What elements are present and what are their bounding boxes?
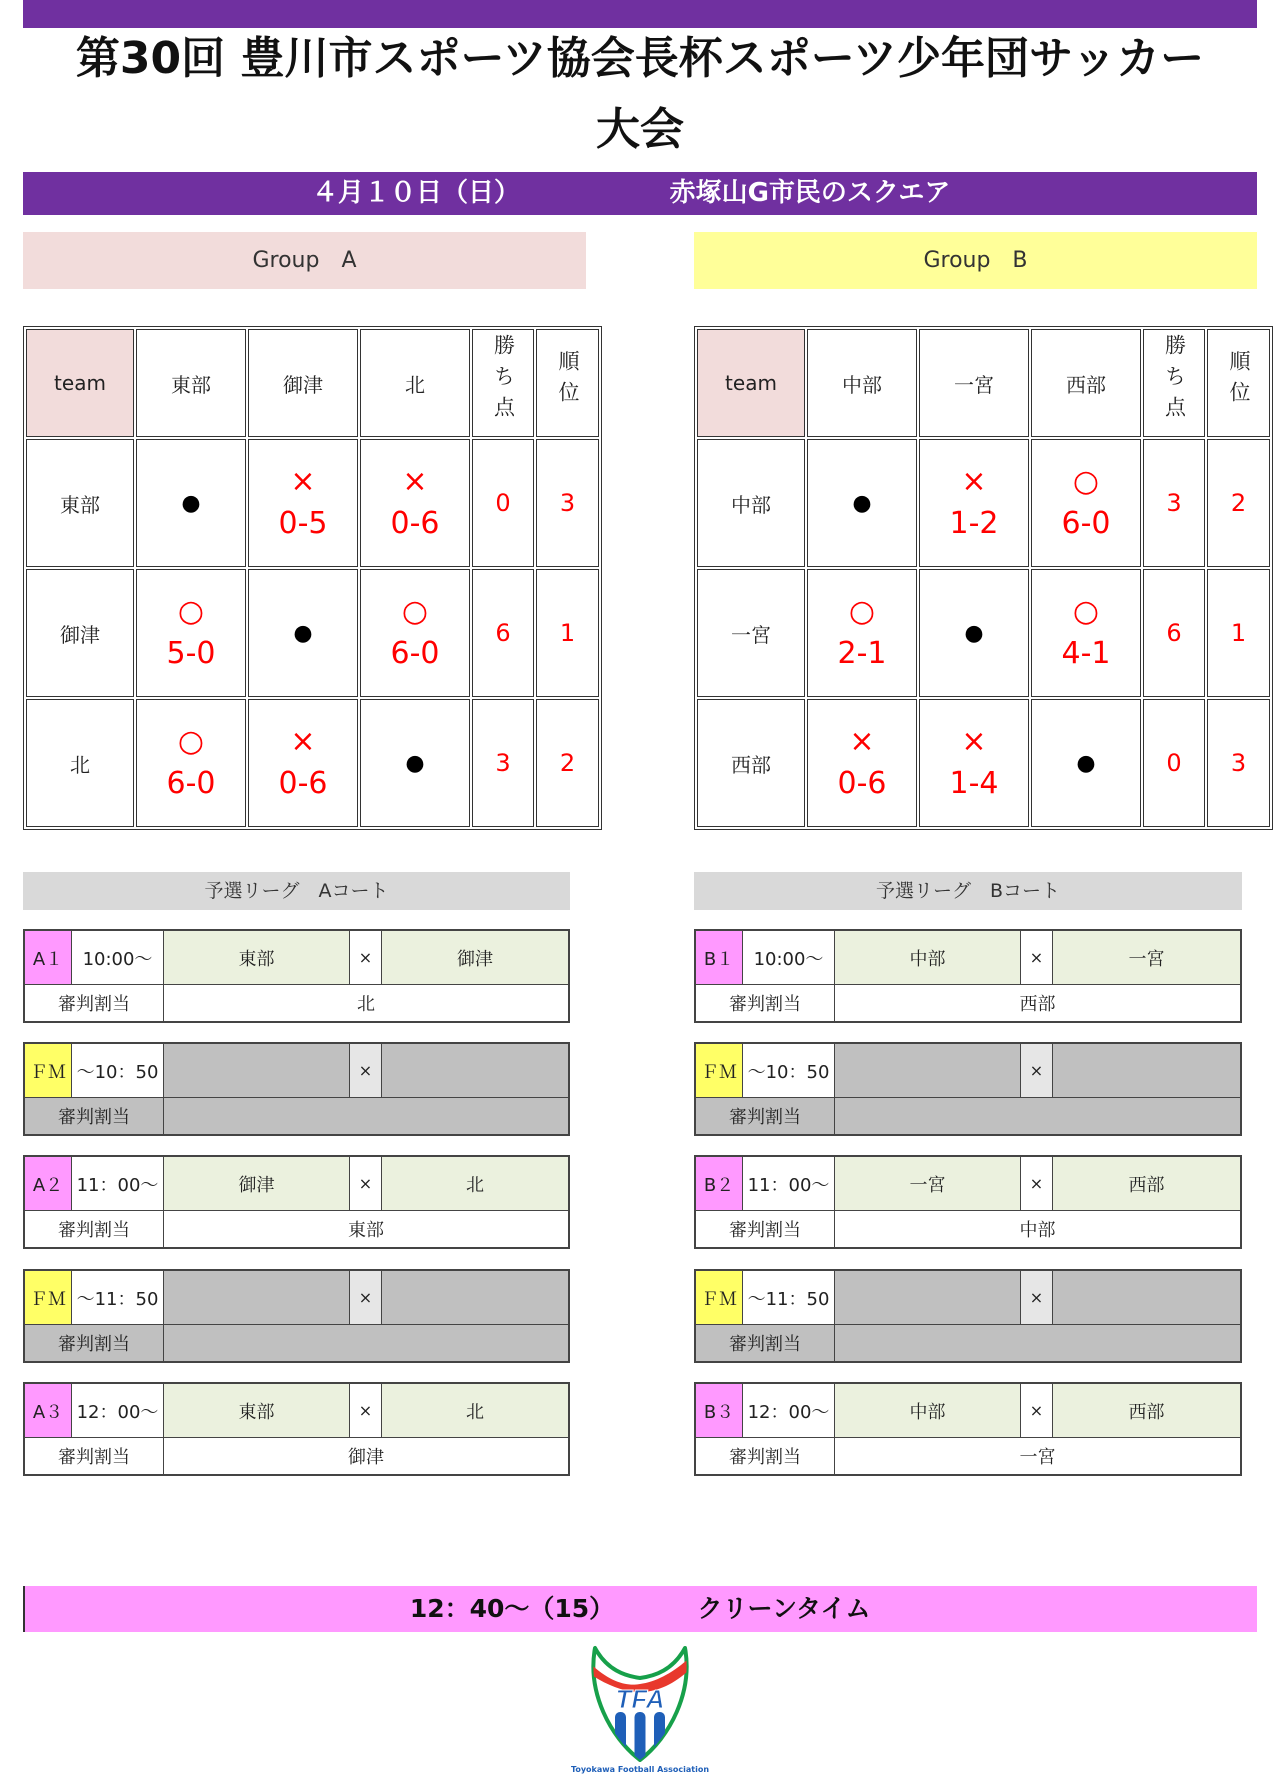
home-team: 東部 [164,1384,350,1437]
result-cell [1031,439,1141,567]
points-value: 6 [1166,619,1182,647]
court-a-header: 予選リーグ Aコート [23,872,570,910]
result-cell [807,569,917,697]
result-score: 0-6 [278,766,328,801]
team-name: 北 [70,752,90,777]
top-color-bar [23,0,1257,28]
rank-cell [1207,699,1270,827]
points-cell [472,699,534,827]
result-score: 1-2 [949,506,999,541]
opponent-header-label: 東部 [171,372,211,397]
referee-team: 東部 [348,1220,384,1241]
result-mark: × [290,724,316,759]
match-time: ～10：50 [72,1044,164,1097]
home-team [835,1271,1021,1324]
self-match-dot: ● [293,620,313,646]
free-match-block [23,1269,570,1363]
result-cell [919,439,1029,567]
away-team [1053,1271,1240,1324]
versus-mark: × [350,1384,382,1437]
match-time: 11：00～ [743,1157,835,1210]
free-match-block [694,1042,1242,1136]
table-header-row [26,329,599,437]
event-venue: 赤塚山G市民のスクエア [669,178,951,208]
points-header-label: 勝ち点 [1162,334,1187,427]
result-score: 2-1 [837,636,887,671]
group-b-standings-table [694,326,1273,830]
result-mark: × [402,464,428,499]
date-venue-bar [23,172,1257,215]
table-row [697,439,1270,567]
home-team [164,1044,350,1097]
versus-mark: × [1021,1271,1053,1324]
points-value: 0 [1166,749,1182,777]
versus-mark: × [350,1157,382,1210]
result-score: 0-5 [278,506,328,541]
result-mark: ○ [848,594,876,629]
result-cell [136,699,246,827]
result-cell [248,699,358,827]
home-team [835,1044,1021,1097]
away-team: 御津 [382,931,568,984]
referee-label: 審判割当 [25,1098,164,1134]
referee-label: 審判割当 [696,985,835,1021]
rank-value: 2 [559,749,576,777]
team-name-cell [697,439,805,567]
result-cell [248,439,358,567]
referee-label: 審判割当 [696,1098,835,1134]
away-team: 西部 [1053,1157,1240,1210]
referee-team [164,1098,568,1134]
away-team [1053,1044,1240,1097]
points-value: 3 [495,749,511,777]
rank-header-label: 順位 [1227,349,1251,412]
rank-cell [536,569,599,697]
points-header-label: 勝ち点 [491,334,516,427]
opponent-header-label: 御津 [283,372,323,397]
rank-value: 1 [1230,619,1247,647]
result-cell [136,569,246,697]
result-mark: ○ [1072,464,1100,499]
result-cell [919,699,1029,827]
match-label: ＦＭ [25,1271,72,1324]
match-block-b3 [694,1382,1242,1476]
clean-time-label: クリーンタイム [697,1594,871,1623]
court-b-header: 予選リーグ Bコート [694,872,1242,910]
points-value: 6 [495,619,511,647]
referee-team [835,1325,1240,1361]
self-match-cell [360,699,470,827]
match-block-a2 [23,1155,570,1249]
result-mark: ○ [1072,594,1100,629]
page-title-line2: 大会 [596,104,684,155]
result-mark: ○ [177,594,205,629]
opponent-column-header [1031,329,1141,437]
referee-team: 中部 [1019,1220,1056,1241]
self-match-cell [807,439,917,567]
result-score: 4-1 [1061,636,1111,671]
versus-mark: × [1021,1384,1053,1437]
result-score: 6-0 [390,636,440,671]
referee-label: 審判割当 [696,1325,835,1361]
result-score: 1-4 [949,766,999,801]
match-block-b2 [694,1155,1242,1249]
rank-value: 2 [1230,489,1247,517]
rank-cell [1207,439,1270,567]
match-label: A１ [25,931,72,984]
away-team: 一宮 [1053,931,1240,984]
rank-value: 3 [1230,749,1247,777]
team-name: 御津 [60,622,100,647]
opponent-column-header [360,329,470,437]
team-name: 西部 [731,752,771,777]
self-match-dot: ● [1076,750,1096,776]
self-match-dot: ● [852,490,872,516]
rank-cell [1207,569,1270,697]
match-time: 12：00～ [72,1384,164,1437]
table-header-row [697,329,1270,437]
points-cell [1143,439,1205,567]
match-label: ＦＭ [696,1044,743,1097]
event-date: ４月１０日（日） [311,178,520,208]
home-team: 中部 [835,931,1021,984]
team-name: 中部 [731,492,771,517]
table-row [697,699,1270,827]
home-team: 中部 [835,1384,1021,1437]
opponent-header-label: 北 [405,372,425,397]
referee-label: 審判割当 [25,985,164,1021]
versus-mark: × [1021,1157,1053,1210]
self-match-dot: ● [181,490,201,516]
team-name-cell [26,699,134,827]
logo-letters: TFA [615,1684,665,1714]
result-score: 5-0 [166,636,216,671]
result-mark: × [961,464,987,499]
match-time: 10:00～ [72,931,164,984]
rank-cell [536,699,599,827]
home-team: 東部 [164,931,350,984]
result-score: 6-0 [166,766,216,801]
away-team: 北 [382,1157,568,1210]
points-value: 0 [495,489,511,517]
page-title-line1: 第30回 豊川市スポーツ協会長杯スポーツ少年団サッカー [75,33,1205,84]
match-label: A２ [25,1157,72,1210]
referee-label: 審判割当 [696,1438,835,1474]
match-block-a3 [23,1382,570,1476]
clean-time-bar [23,1586,1257,1632]
opponent-header-label: 一宮 [954,372,994,397]
away-team: 西部 [1053,1384,1240,1437]
result-mark: × [290,464,316,499]
result-score: 6-0 [1061,506,1111,541]
match-block-a1 [23,929,570,1023]
result-score: 0-6 [390,506,440,541]
result-cell [360,439,470,567]
home-team: 一宮 [835,1157,1021,1210]
self-match-dot: ● [964,620,984,646]
away-team [382,1044,568,1097]
group-a-header: Group A [23,232,586,289]
referee-label: 審判割当 [25,1438,164,1474]
versus-mark: × [350,1271,382,1324]
self-match-cell [248,569,358,697]
team-header-label: team [725,371,777,395]
self-match-cell [919,569,1029,697]
match-time: 10:00～ [743,931,835,984]
points-cell [1143,699,1205,827]
referee-label: 審判割当 [25,1325,164,1361]
rank-value: 3 [559,489,576,517]
team-column-header [697,329,805,437]
self-match-dot: ● [405,750,425,776]
away-team: 北 [382,1384,568,1437]
group-a-standings-table [23,326,602,830]
points-column-header [1143,329,1205,437]
rank-column-header [1207,329,1270,437]
self-match-cell [1031,699,1141,827]
referee-team: 御津 [348,1447,384,1468]
table-row [26,439,599,567]
table-row [697,569,1270,697]
table-row [26,699,599,827]
team-name-cell [697,569,805,697]
match-label: ＦＭ [25,1044,72,1097]
team-name-cell [697,699,805,827]
match-time: ～11：50 [72,1271,164,1324]
match-label: B２ [696,1157,743,1210]
group-b-header: Group B [694,232,1257,289]
team-name-cell [26,439,134,567]
referee-team [835,1098,1240,1134]
result-mark: × [849,724,875,759]
referee-team: 北 [357,994,375,1015]
match-label: A３ [25,1384,72,1437]
tfa-shield-logo-icon [585,1642,695,1764]
team-name-cell [26,569,134,697]
match-time: 12：00～ [743,1384,835,1437]
home-team: 御津 [164,1157,350,1210]
points-column-header [472,329,534,437]
result-cell [807,699,917,827]
rank-cell [536,439,599,567]
points-cell [1143,569,1205,697]
versus-mark: × [350,931,382,984]
away-team [382,1271,568,1324]
rank-value: 1 [559,619,576,647]
opponent-column-header [919,329,1029,437]
opponent-header-label: 西部 [1066,372,1106,397]
points-value: 3 [1166,489,1182,517]
referee-label: 審判割当 [696,1211,835,1247]
team-name: 東部 [60,492,100,517]
team-header-label: team [54,371,106,395]
result-mark: ○ [401,594,429,629]
opponent-header-label: 中部 [842,372,882,397]
opponent-column-header [248,329,358,437]
match-time: ～10：50 [743,1044,835,1097]
table-row [26,569,599,697]
logo-caption: Toyokawa Football Association [570,1765,710,1774]
referee-team: 一宮 [1019,1447,1056,1468]
versus-mark: × [1021,1044,1053,1097]
versus-mark: × [1021,931,1053,984]
result-cell [360,569,470,697]
free-match-block [23,1042,570,1136]
rank-header-label: 順位 [556,349,580,412]
home-team [164,1271,350,1324]
opponent-column-header [807,329,917,437]
match-block-b1 [694,929,1242,1023]
match-time: 11：00～ [72,1157,164,1210]
referee-team: 西部 [1019,994,1056,1015]
opponent-column-header [136,329,246,437]
result-mark: ○ [177,724,205,759]
match-time: ～11：50 [743,1271,835,1324]
match-label: B１ [696,931,743,984]
match-label: B３ [696,1384,743,1437]
clean-time-start: 12：40～（15） [409,1594,615,1623]
rank-column-header [536,329,599,437]
points-cell [472,439,534,567]
result-cell [1031,569,1141,697]
free-match-block [694,1269,1242,1363]
result-mark: × [961,724,987,759]
points-cell [472,569,534,697]
match-label: ＦＭ [696,1271,743,1324]
team-column-header [26,329,134,437]
result-score: 0-6 [837,766,887,801]
referee-label: 審判割当 [25,1211,164,1247]
versus-mark: × [350,1044,382,1097]
self-match-cell [136,439,246,567]
referee-team [164,1325,568,1361]
team-name: 一宮 [731,622,771,647]
